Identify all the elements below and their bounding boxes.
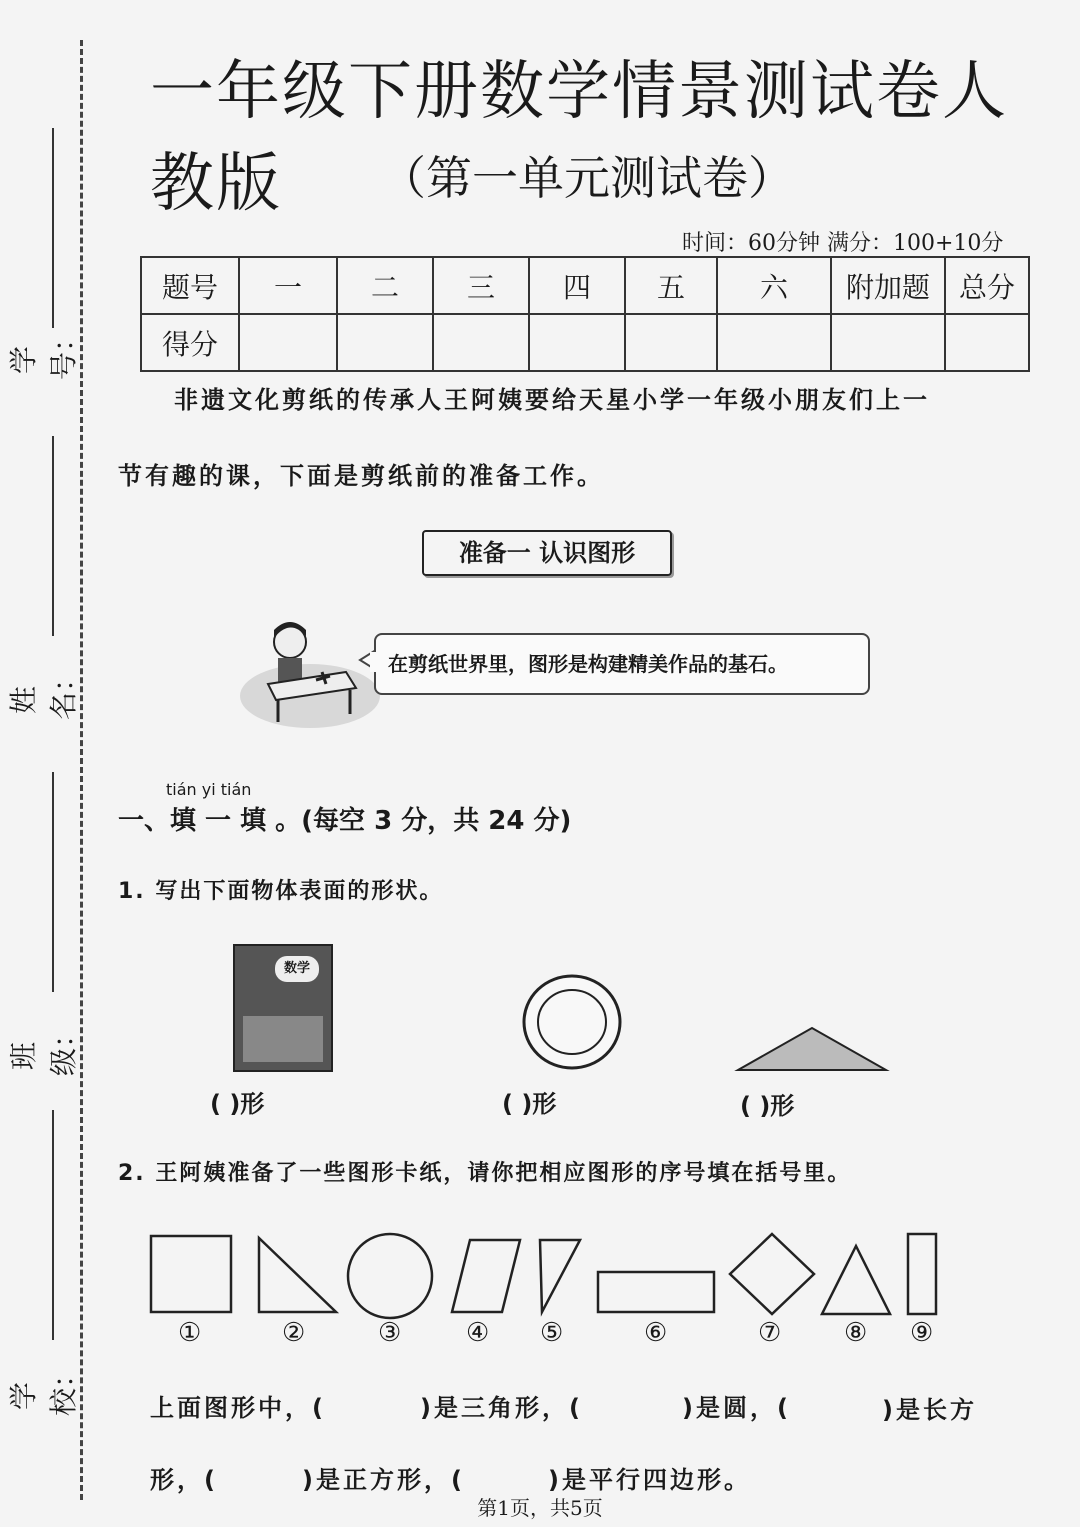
answer-line-1-triangle: )是三角形，( bbox=[420, 1394, 583, 1422]
shape-number: ⑤ bbox=[540, 1318, 564, 1348]
score-table bbox=[140, 256, 1030, 372]
score-cell[interactable] bbox=[239, 314, 337, 371]
name-label: 姓名： bbox=[7, 663, 80, 720]
intro-line-2: 节有趣的课，下面是剪纸前的准备工作。 bbox=[118, 462, 604, 490]
shape-number: ⑦ bbox=[758, 1318, 782, 1348]
section-title-box: 准备一 认识图形 bbox=[422, 530, 672, 576]
shape-square-tilted-7 bbox=[730, 1234, 814, 1314]
class-label: 班级： bbox=[7, 1019, 80, 1076]
shape-right-triangle-2 bbox=[259, 1238, 336, 1312]
class-line bbox=[52, 772, 54, 992]
book-cover-picture bbox=[243, 1016, 323, 1062]
score-header-cell: 四 bbox=[529, 257, 625, 314]
shape-number: ⑧ bbox=[844, 1318, 868, 1348]
score-row-label: 得分 bbox=[141, 314, 239, 371]
shape-number: ⑥ bbox=[644, 1318, 668, 1348]
question-2: 2. 王阿姨准备了一些图形卡纸，请你把相应图形的序号填在括号里。 bbox=[118, 1161, 852, 1186]
shape-number: ① bbox=[178, 1318, 202, 1348]
answer-line-1-circle: )是圆，( bbox=[682, 1394, 791, 1422]
score-value-row bbox=[141, 314, 1029, 371]
shape-triangle-8 bbox=[822, 1246, 890, 1314]
score-cell[interactable] bbox=[945, 314, 1029, 371]
shape-parallelogram-4 bbox=[452, 1240, 520, 1312]
math-book-image bbox=[233, 944, 333, 1072]
shape-answer-blank-1[interactable]: ( )形 bbox=[210, 1090, 265, 1118]
question-1: 1. 写出下面物体表面的形状。 bbox=[118, 879, 444, 904]
score-cell[interactable] bbox=[717, 314, 831, 371]
score-header-cell: 二 bbox=[337, 257, 433, 314]
score-header-row bbox=[141, 257, 1029, 314]
teacher-boy-illustration bbox=[238, 618, 384, 730]
page-footer: 第1页，共5页 bbox=[477, 1496, 603, 1520]
answer-line-1-start: 上面图形中，( bbox=[150, 1394, 326, 1422]
shape-rectangle-9 bbox=[908, 1234, 936, 1314]
pinyin-annotation: tián yi tián bbox=[166, 780, 252, 799]
shape-rectangle-6 bbox=[598, 1272, 714, 1312]
score-cell[interactable] bbox=[337, 314, 433, 371]
shape-square-1 bbox=[151, 1236, 231, 1312]
page-subtitle: （第一单元测试卷） bbox=[380, 151, 794, 205]
triangle-ruler-image bbox=[734, 1024, 890, 1074]
score-header-cell: 总分 bbox=[945, 257, 1029, 314]
plate-image bbox=[520, 972, 624, 1072]
speech-tail-cover bbox=[370, 652, 376, 672]
shape-answer-blank-2[interactable]: ( )形 bbox=[502, 1090, 557, 1118]
speech-bubble: 在剪纸世界里，图形是构建精美作品的基石。 bbox=[374, 633, 870, 695]
score-header-cell: 三 bbox=[433, 257, 529, 314]
intro-line-1: 非遗文化剪纸的传承人王阿姨要给天星小学一年级小朋友们上一 bbox=[174, 386, 930, 414]
score-header-cell: 题号 bbox=[141, 257, 239, 314]
exam-meta: 时间：60分钟 满分：100+10分 bbox=[682, 231, 1004, 256]
question-section-heading: 一、填 一 填 。(每空 3 分，共 24 分) bbox=[118, 806, 572, 836]
shape-triangle-5 bbox=[540, 1240, 580, 1312]
shape-number: ④ bbox=[466, 1318, 490, 1348]
shape-circle-3 bbox=[348, 1234, 432, 1318]
answer-line-2-start: 形，( bbox=[150, 1466, 218, 1494]
binding-dashed-line bbox=[80, 40, 83, 1500]
score-cell[interactable] bbox=[625, 314, 717, 371]
student-id-label: 学号： bbox=[7, 323, 80, 380]
page-title: 一年级下册数学情景测试卷人教版 bbox=[150, 55, 1008, 221]
school-label: 学校： bbox=[7, 1359, 80, 1416]
answer-line-2-square: )是正方形，( bbox=[302, 1466, 465, 1494]
score-header-cell: 六 bbox=[717, 257, 831, 314]
score-cell[interactable] bbox=[529, 314, 625, 371]
shape-number: ⑨ bbox=[910, 1318, 934, 1348]
score-cell[interactable] bbox=[831, 314, 945, 371]
score-header-cell: 五 bbox=[625, 257, 717, 314]
student-id-line bbox=[52, 128, 54, 328]
score-header-cell: 一 bbox=[239, 257, 337, 314]
shape-answer-blank-3[interactable]: ( )形 bbox=[740, 1092, 795, 1120]
name-line bbox=[52, 436, 54, 636]
shape-number: ③ bbox=[378, 1318, 402, 1348]
shapes-row bbox=[140, 1226, 950, 1326]
answer-line-1-rectangle: )是长方 bbox=[882, 1396, 977, 1424]
book-title: 数学 bbox=[275, 956, 319, 982]
score-header-cell: 附加题 bbox=[831, 257, 945, 314]
answer-line-2-parallelogram: )是平行四边形。 bbox=[548, 1466, 751, 1494]
school-line bbox=[52, 1110, 54, 1340]
score-cell[interactable] bbox=[433, 314, 529, 371]
shape-number: ② bbox=[282, 1318, 306, 1348]
